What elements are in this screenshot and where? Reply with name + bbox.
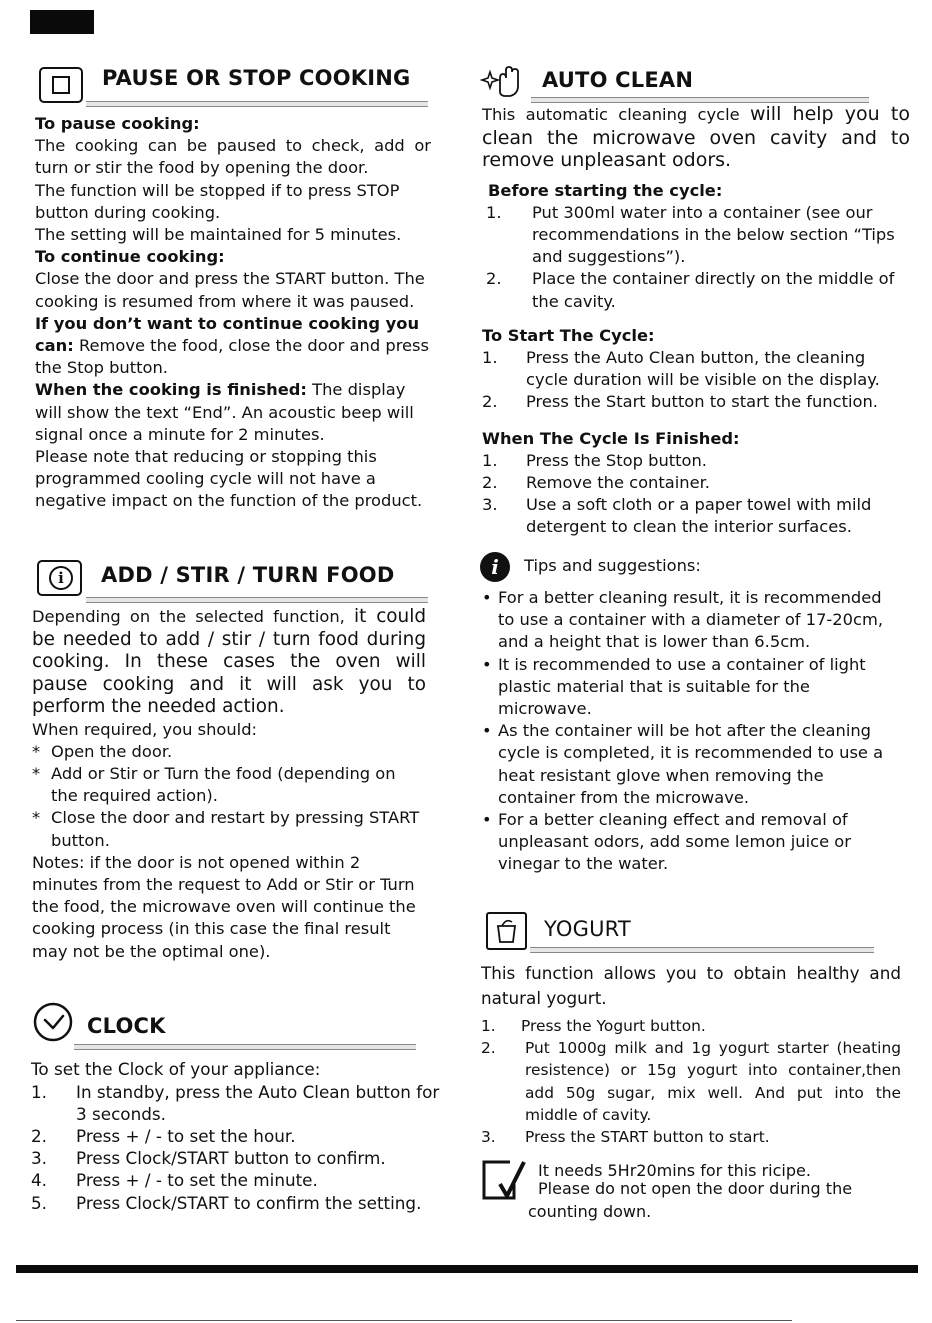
- clock-section-title: CLOCK: [87, 1014, 166, 1038]
- list-item: 3. Press Clock/START button to confirm.: [31, 1148, 386, 1169]
- yogurt-cup-icon: [486, 912, 527, 950]
- list-item: 1. Press the Stop button.: [482, 450, 707, 470]
- finished-steps: [482, 450, 910, 539]
- section-divider: [530, 947, 874, 953]
- add-section-body: [32, 606, 426, 963]
- tips-list: [482, 587, 900, 876]
- list-item: 2. Press the Start button to start the function.: [482, 392, 878, 412]
- pause-text-line: The setting will be maintained for 5 minutes.: [35, 225, 402, 245]
- list-item: 5. Press Clock/START to confirm the setting.: [31, 1192, 422, 1213]
- list-item: 4. Press + / - to set the minute.: [31, 1170, 318, 1191]
- pause-text-line: The function will be stopped if to press STOP button during cooking.: [35, 180, 400, 222]
- list-item: • For a better cleaning effect and removal of unpleasant odors, add some lemon juice or vinegar to the water.: [482, 810, 851, 874]
- yogurt-title: YOGURT: [544, 917, 631, 941]
- clock-icon: [33, 1002, 73, 1042]
- yogurt-note-line: It needs 5Hr20mins for this ricipe.: [538, 1161, 811, 1180]
- section-divider: [86, 597, 428, 603]
- auto-clean-body: [482, 103, 910, 539]
- info-circle-icon: i: [480, 552, 510, 582]
- add-steps: [32, 741, 426, 852]
- info-icon: i: [37, 560, 82, 596]
- section-divider: [86, 101, 428, 107]
- list-item: • As the container will be hot after the cleaning cycle is completed, it is recommended to use a heat resistant glove when removing the container from the microwave.: [482, 721, 884, 807]
- list-item: * Close the door and restart by pressing START button.: [32, 808, 420, 850]
- start-steps: [482, 347, 910, 414]
- list-item: * Open the door.: [32, 741, 173, 761]
- before-heading: Before starting the cycle:: [488, 180, 723, 200]
- yogurt-note: [528, 1162, 908, 1221]
- to-continue-heading: To continue cooking:: [35, 247, 225, 267]
- auto-clean-intro-start: This automatic cleaning cycle: [482, 105, 750, 124]
- list-item: 1. Press the Yogurt button.: [481, 1017, 706, 1035]
- list-item: • It is recommended to use a container of light plastic material that is suitable for the microwave.: [482, 654, 866, 719]
- auto-clean-title: AUTO CLEAN: [542, 68, 694, 92]
- yogurt-steps: [481, 1015, 901, 1148]
- when-required: When required, you should:: [32, 719, 258, 739]
- yogurt-body: [481, 961, 901, 1148]
- footer-bar: [16, 1265, 918, 1273]
- dont-continue-label: If you don’t want to continue cooking you can:: [35, 313, 420, 356]
- finished-label: When the cooking is finished:: [35, 380, 307, 400]
- list-item: 2. Remove the container.: [482, 472, 710, 492]
- yogurt-note-line: counting down.: [528, 1202, 652, 1221]
- continue-text: Close the door and press the START button. The cooking is resumed from where it was paused.: [35, 269, 425, 311]
- list-item: • For a better cleaning result, it is recommended to use a container with a diameter of 17-20cm, and a height that is lower than 6.5cm.: [482, 588, 884, 652]
- pause-section-title: PAUSE OR STOP COOKING: [102, 66, 411, 90]
- add-notes: Notes: if the door is not opened within 2 minutes from the request to Add or Stir or Turn the food, the microwave oven will continue the cooking process (in this case the final result may not be the optimal one).: [32, 852, 416, 961]
- pause-note: Please note that reducing or stopping this programmed cooling cycle will not have a negative impact on the function of the product.: [35, 447, 423, 511]
- clock-section-body: [31, 1058, 455, 1214]
- clock-intro: To set the Clock of your appliance:: [31, 1059, 321, 1079]
- stop-square-icon: [39, 67, 83, 103]
- yogurt-intro: This function allows you to obtain healthy and natural yogurt.: [481, 963, 901, 1008]
- section-divider: [74, 1044, 416, 1050]
- add-section-title: ADD / STIR / TURN FOOD: [101, 563, 395, 587]
- dont-continue-text: Remove the food, close the door and press the Stop button.: [35, 336, 430, 378]
- checkbox-note-icon: [480, 1158, 528, 1204]
- footer-rule: [16, 1320, 792, 1321]
- auto-clean-intro-rest: will help you to clean the microwave oven cavity and to remove unpleasant odors.: [482, 103, 910, 171]
- page-tab-marker: [30, 10, 94, 34]
- list-item: * Add or Stir or Turn the food (depending on the required action).: [32, 763, 396, 806]
- tips-list-wrap: [482, 587, 900, 876]
- list-item: 3. Use a soft cloth or a paper towel with mild detergent to clean the interior surfaces.: [482, 495, 872, 537]
- list-item: 2. Put 1000g milk and 1g yogurt starter (heating resistence) or 15g yogurt into container,then add 50g sugar, mix well. And put into the middle of cavity.: [481, 1039, 901, 1124]
- add-intro-rest: it could be needed to add / stir / turn food during cooking. In these cases the oven will pause cooking and it will ask you to perform the needed action.: [32, 606, 426, 717]
- finished-text: The display will show the text “End”. An acoustic beep will signal once a minute for 2 minutes.: [35, 380, 414, 444]
- dont-continue-paragraph: [35, 313, 431, 380]
- list-item: 3. Press the START button to start.: [481, 1128, 770, 1147]
- finished-heading: When The Cycle Is Finished:: [482, 428, 740, 448]
- add-intro: [32, 606, 426, 719]
- list-item: 1. In standby, press the Auto Clean button for 3 seconds.: [31, 1081, 440, 1124]
- yogurt-note-line: Please do not open the door during the: [538, 1179, 853, 1198]
- before-steps: [482, 202, 910, 313]
- list-item: 1. Press the Auto Clean button, the cleaning cycle duration will be visible on the display.: [482, 347, 880, 390]
- list-item: 2. Press + / - to set the hour.: [31, 1125, 296, 1146]
- to-pause-heading: To pause cooking:: [35, 114, 200, 133]
- add-intro-start: Depending on the selected function,: [32, 607, 355, 626]
- start-heading: To Start The Cycle:: [482, 325, 655, 345]
- sparkle-hand-icon: [478, 60, 526, 100]
- pause-text-line: The cooking can be paused to check, add or turn or stir the food by opening the door.: [35, 136, 431, 178]
- tips-heading: Tips and suggestions:: [524, 556, 701, 575]
- list-item: 2. Place the container directly on the middle of the cavity.: [486, 269, 895, 311]
- auto-clean-intro: [482, 103, 910, 172]
- clock-steps: [31, 1081, 455, 1214]
- finished-paragraph: [35, 379, 431, 446]
- list-item: 1. Put 300ml water into a container (see our recommendations in the below section “Tips and suggestions”).: [486, 202, 895, 267]
- pause-section-body: [35, 113, 431, 513]
